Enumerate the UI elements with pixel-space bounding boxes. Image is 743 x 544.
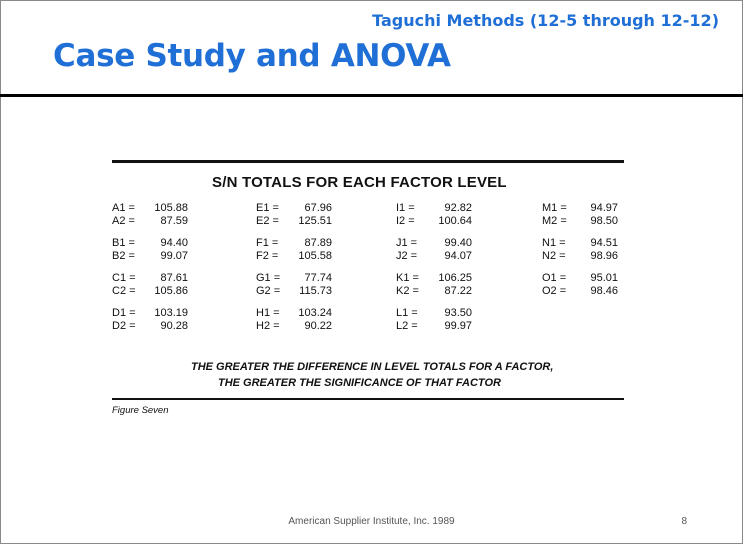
factor-level-value: 93.50: [444, 307, 472, 319]
factor-level-label: D2 =: [112, 319, 136, 332]
factor-group: [112, 237, 188, 262]
factor-level-row: [256, 250, 332, 263]
factor-level-value: 94.97: [590, 202, 618, 214]
factor-level-label: J2 =: [396, 249, 418, 262]
factor-level-label: K2 =: [396, 284, 419, 297]
factor-level-value: 98.50: [590, 214, 618, 227]
factor-group: [396, 307, 472, 332]
factor-level-value: 92.82: [444, 202, 472, 214]
figure-note-line-1: THE GREATER THE DIFFERENCE IN LEVEL TOTALS FOR A FACTOR,: [191, 361, 554, 373]
factor-level-label: K1 =: [396, 272, 419, 284]
factor-level-value: 98.46: [590, 284, 618, 297]
factor-level-label: B2 =: [112, 249, 135, 262]
factor-level-value: 115.73: [299, 284, 332, 297]
figure-caption: Figure Seven: [112, 405, 169, 416]
factor-level-value: 99.07: [160, 249, 188, 262]
factor-group: [542, 202, 618, 227]
factor-column-4: [542, 202, 618, 307]
factor-level-row: [542, 272, 618, 285]
factor-level-label: E1 =: [256, 202, 279, 214]
factor-level-value: 103.19: [154, 307, 188, 319]
factor-level-value: 77.74: [304, 272, 332, 284]
factor-level-row: [256, 320, 332, 333]
footer-text: American Supplier Institute, Inc. 1989: [288, 516, 455, 527]
factor-level-value: 87.89: [304, 237, 332, 249]
factor-level-value: 100.64: [438, 214, 472, 227]
factor-group: [542, 272, 618, 297]
factor-level-row: [396, 320, 472, 333]
factor-level-row: [112, 215, 188, 228]
factor-level-row: [256, 272, 332, 285]
figure-bottom-rule: [112, 398, 624, 400]
factor-level-row: [542, 237, 618, 250]
factor-level-row: [396, 202, 472, 215]
factor-level-label: M2 =: [542, 214, 567, 227]
factor-level-label: H2 =: [256, 319, 280, 332]
factor-level-label: C2 =: [112, 284, 136, 297]
factor-level-value: 105.88: [154, 202, 188, 214]
factor-group: [256, 272, 332, 297]
factor-level-value: 99.97: [444, 319, 472, 332]
factor-group: [396, 237, 472, 262]
factor-level-label: I2 =: [396, 214, 415, 227]
factor-level-label: G1 =: [256, 272, 281, 284]
factor-group: [256, 237, 332, 262]
factor-level-row: [396, 307, 472, 320]
factor-level-row: [542, 202, 618, 215]
factor-level-value: 87.22: [444, 284, 472, 297]
factor-level-value: 94.40: [160, 237, 188, 249]
factor-level-label: N2 =: [542, 249, 566, 262]
factor-level-label: G2 =: [256, 284, 281, 297]
factor-group: [256, 202, 332, 227]
factor-column-3: [396, 202, 472, 342]
factor-level-label: B1 =: [112, 237, 135, 249]
factor-level-row: [256, 285, 332, 298]
factor-group: [112, 202, 188, 227]
figure-note-line-2: THE GREATER THE SIGNIFICANCE OF THAT FACTOR: [218, 377, 501, 389]
slide-topic: Taguchi Methods (12-5 through 12-12): [372, 11, 719, 30]
factor-level-label: J1 =: [396, 237, 418, 249]
factor-level-value: 98.96: [590, 249, 618, 262]
factor-level-row: [112, 250, 188, 263]
factor-level-label: I1 =: [396, 202, 415, 214]
factor-level-value: 87.59: [160, 214, 188, 227]
factor-level-value: 94.07: [444, 249, 472, 262]
factor-level-row: [542, 285, 618, 298]
factor-level-value: 95.01: [590, 272, 618, 284]
factor-level-row: [256, 202, 332, 215]
factor-level-label: D1 =: [112, 307, 136, 319]
factor-level-value: 103.24: [298, 307, 332, 319]
factor-level-label: M1 =: [542, 202, 567, 214]
factor-level-row: [542, 215, 618, 228]
factor-level-row: [396, 285, 472, 298]
factor-level-label: O1 =: [542, 272, 567, 284]
factor-level-value: 105.86: [154, 284, 188, 297]
factor-level-row: [396, 250, 472, 263]
factor-level-label: E2 =: [256, 214, 279, 227]
slide-title: Case Study and ANOVA: [53, 38, 451, 74]
factor-level-label: F1 =: [256, 237, 279, 249]
factor-level-label: H1 =: [256, 307, 280, 319]
factor-level-row: [256, 237, 332, 250]
factor-level-value: 125.51: [298, 214, 332, 227]
factor-level-label: A1 =: [112, 202, 135, 214]
factor-group: [542, 237, 618, 262]
factor-level-row: [112, 285, 188, 298]
factor-group: [112, 272, 188, 297]
factor-level-label: L1 =: [396, 307, 418, 319]
title-divider: [0, 94, 743, 97]
factor-level-label: F2 =: [256, 249, 279, 262]
factor-group: [256, 307, 332, 332]
factor-column-2: [256, 202, 332, 342]
factor-level-value: 90.22: [304, 319, 332, 332]
factor-level-label: L2 =: [396, 319, 418, 332]
factor-level-row: [112, 272, 188, 285]
figure-heading: S/N TOTALS FOR EACH FACTOR LEVEL: [212, 174, 507, 191]
factor-level-value: 67.96: [304, 202, 332, 214]
factor-level-row: [112, 307, 188, 320]
factor-level-value: 94.51: [590, 237, 618, 249]
factor-level-value: 105.58: [298, 249, 332, 262]
factor-level-row: [396, 272, 472, 285]
figure-seven: [112, 160, 624, 420]
factor-level-label: N1 =: [542, 237, 566, 249]
figure-top-rule: [112, 160, 624, 163]
factor-level-label: A2 =: [112, 214, 135, 227]
factor-level-value: 90.28: [160, 319, 188, 332]
factor-group: [396, 202, 472, 227]
factor-level-row: [112, 237, 188, 250]
factor-column-1: [112, 202, 188, 342]
factor-level-row: [542, 250, 618, 263]
factor-level-label: O2 =: [542, 284, 567, 297]
factor-level-row: [256, 215, 332, 228]
factor-level-row: [396, 237, 472, 250]
page-number: 8: [681, 516, 687, 527]
factor-level-row: [112, 320, 188, 333]
factor-level-row: [396, 215, 472, 228]
factor-level-value: 106.25: [438, 272, 472, 284]
factor-group: [396, 272, 472, 297]
factor-level-value: 99.40: [444, 237, 472, 249]
factor-level-label: C1 =: [112, 272, 136, 284]
factor-group: [112, 307, 188, 332]
factor-level-value: 87.61: [160, 272, 188, 284]
factor-level-row: [112, 202, 188, 215]
factor-level-row: [256, 307, 332, 320]
